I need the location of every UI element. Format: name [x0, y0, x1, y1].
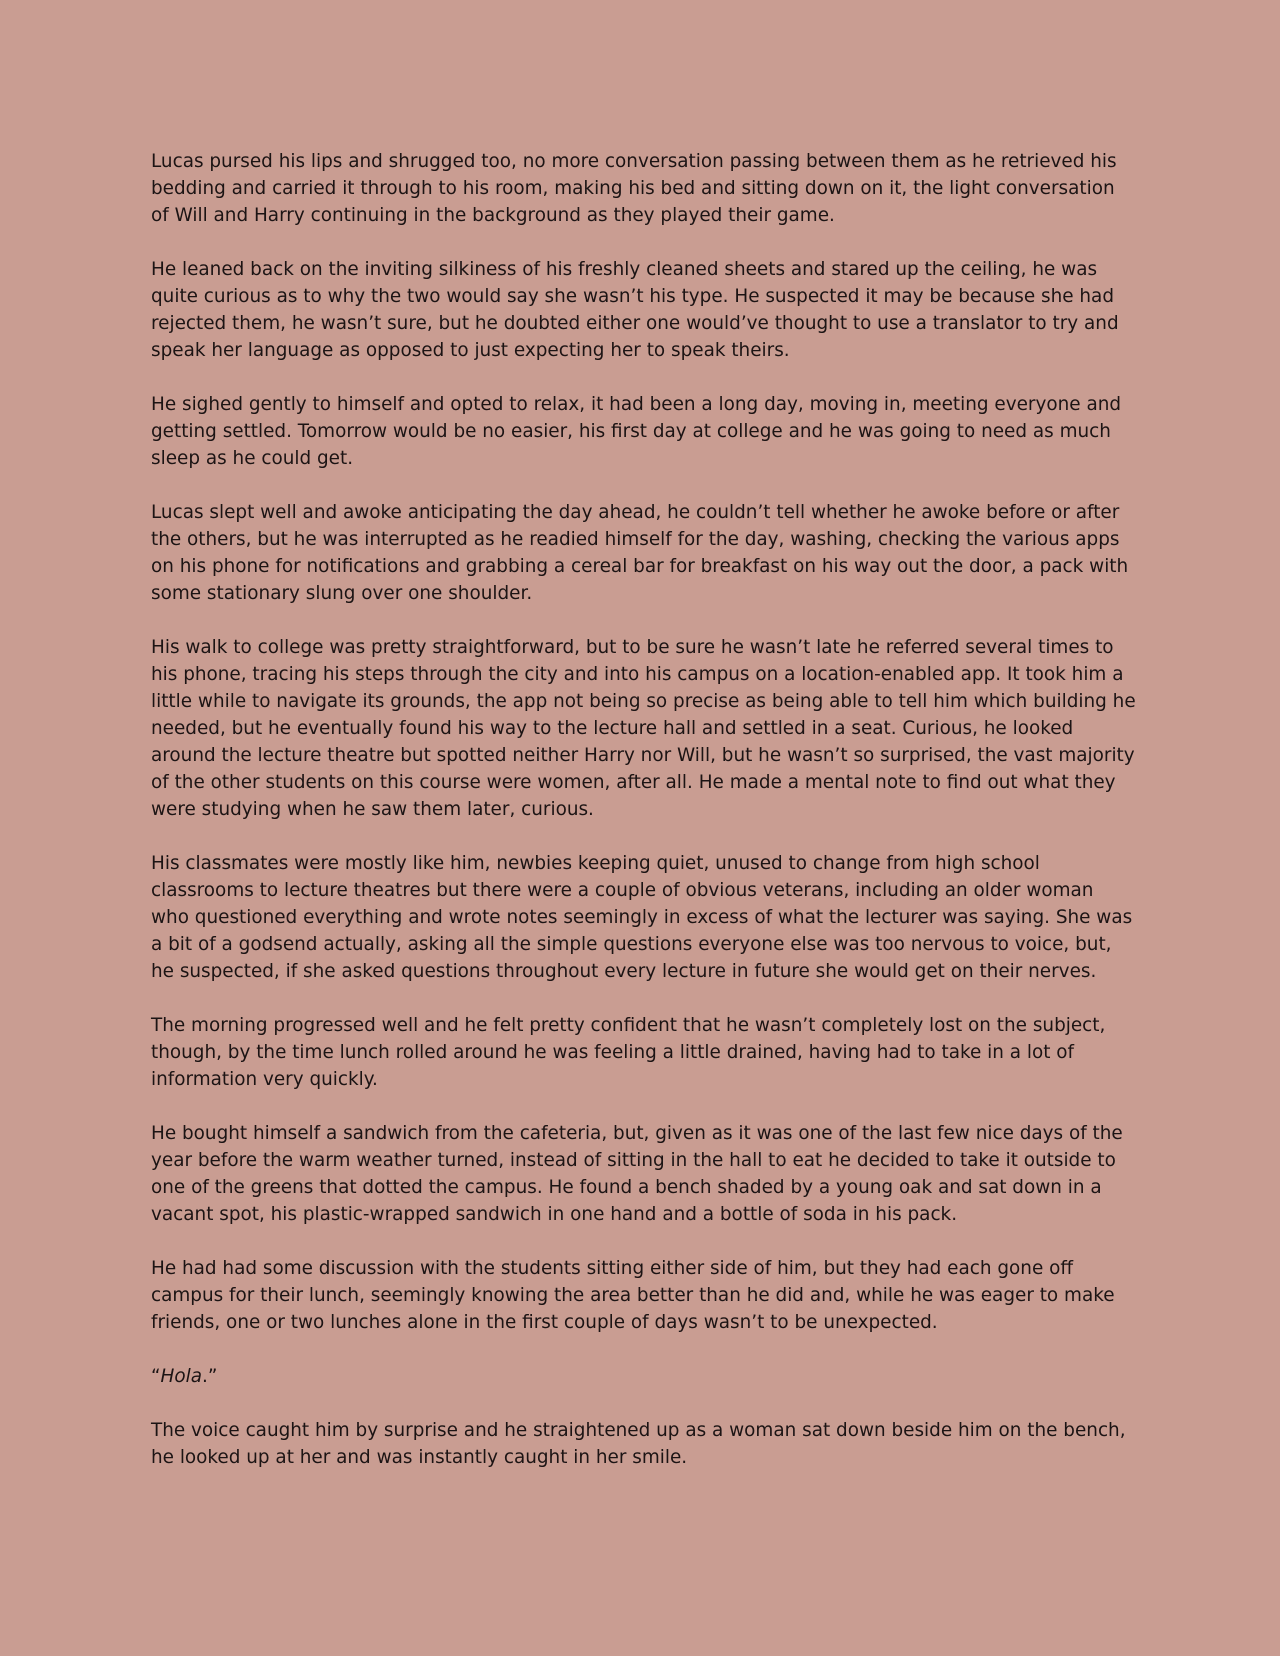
paragraph: Lucas slept well and awoke anticipating the day ahead, he couldn’t tell whether he awoke before or after the others, but he was interrupted as he readied himself for the day, washing, checking the various apps on his phone for notifications and grabbing a cereal bar for breakfast on his way out the door, a pack with some stationary slung over one shoulder. — [151, 502, 1129, 604]
close-quote: .” — [202, 1366, 218, 1387]
open-quote: “ — [151, 1366, 161, 1387]
paragraph: The morning progressed well and he felt pretty confident that he wasn’t completely lost on the subject, though, by the time lunch rolled around he was feeling a little drained, having had to take in a lot of information very quickly. — [151, 1015, 1106, 1090]
paragraph: He sighed gently to himself and opted to relax, it had been a long day, moving in, meeting everyone and getting settled. Tomorrow would be no easier, his first day at college and he was going to need as much sleep as he could get. — [151, 394, 1122, 469]
dialogue-line — [151, 1363, 1136, 1390]
paragraph: Lucas pursed his lips and shrugged too, no more conversation passing between them as he retrieved his bedding and carried it through to his room, making his bed and sitting down on it, the light conversation of Will and Harry continuing in the background as they played their game. — [151, 151, 1117, 226]
paragraph: He had had some discussion with the students sitting either side of him, but they had each gone off campus for their lunch, seemingly knowing the area better than he did and, while he was eager to make friends, one or two lunches alone in the first couple of days wasn’t to be unexpected. — [151, 1258, 1115, 1333]
paragraph: His walk to college was pretty straightforward, but to be sure he wasn’t late he referred several times to his phone, tracing his steps through the city and into his campus on a location-enabled app. It took him a little while to navigate its grounds, the app not being so precise as being able to tell him which building he needed, but he eventually found his way to the lecture hall and settled in a seat. Curious, he looked around the lecture theatre but spotted neither Harry nor Will, but he wasn’t so surprised, the vast majority of the other students on this course were women, after all. He made a mental note to find out what they were studying when he saw them later, curious. — [151, 637, 1136, 820]
paragraph: He leaned back on the inviting silkiness of his freshly cleaned sheets and stared up the ceiling, he was quite curious as to why the two would say she wasn’t his type. He suspected it may be because she had rejected them, he wasn’t sure, but he doubted either one would’ve thought to use a translator to try and speak her language as opposed to just expecting her to speak theirs. — [151, 259, 1119, 361]
paragraph: His classmates were mostly like him, newbies keeping quiet, unused to change from high school classrooms to lecture theatres but there were a couple of obvious veterans, including an older woman who questioned everything and wrote notes seemingly in excess of what the lecturer was saying. She was a bit of a godsend actually, asking all the simple questions everyone else was too nervous to voice, but, he suspected, if she asked questions throughout every lecture in future she would get on their nerves. — [151, 853, 1133, 982]
document-page — [151, 148, 1136, 1471]
final-paragraph: The voice caught him by surprise and he straightened up as a woman sat down beside him on the bench, he looked up at her and was instantly caught in her smile. — [151, 1420, 1126, 1468]
dialogue-word: Hola — [160, 1366, 202, 1387]
paragraph: He bought himself a sandwich from the cafeteria, but, given as it was one of the last few nice days of the year before the warm weather turned, instead of sitting in the hall to eat he decided to take it outside to one of the greens that dotted the campus. He found a bench shaded by a young oak and sat down in a vacant spot, his plastic-wrapped sandwich in one hand and a bottle of soda in his pack. — [151, 1123, 1123, 1225]
